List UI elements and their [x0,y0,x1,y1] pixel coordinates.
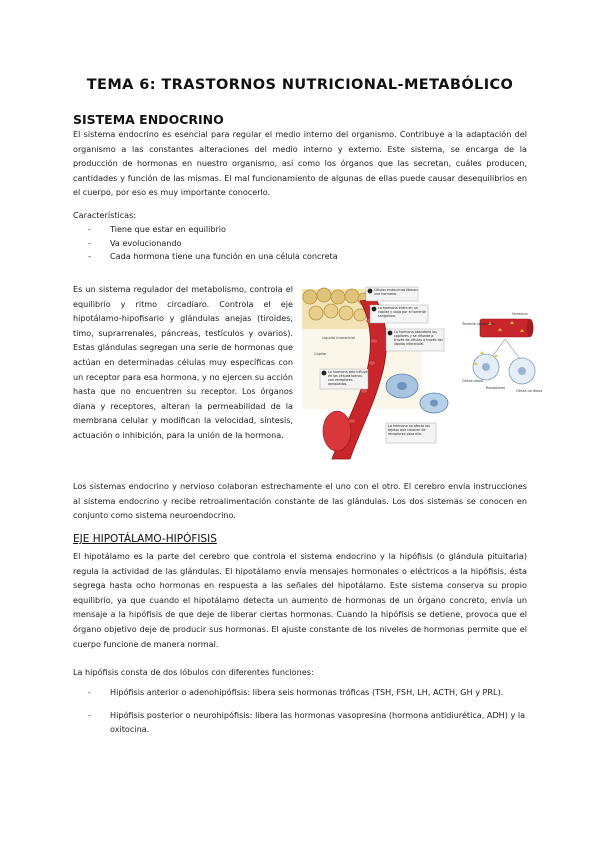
endocrine-cells [302,288,372,329]
receptor-label: Receptores [486,386,505,390]
target-cell-label: Célula diana [462,379,484,383]
callout-4: La hormona solo influye en las células blanco con receptores apropiados. [328,370,368,386]
callout-2: La hormona entra en un capilar y viaja por el torrente sanguíneo. [378,306,426,318]
vessel-branch [323,411,351,451]
capillary-label: Capilar [314,352,327,356]
intro-paragraph: El sistema endocrino es esencial para regular el medio interno del organismo. Contribuye a la adaptación del organismo a las constantes alteraciones del medio interno y externo. Este sistema, se encarga de la producción de hormonas en nuestro organismo, así como los órganos que las secretan, cuáles producen, cantidades y función de las mismas. El mal funcionamiento de algunas de ellas puede causar desequilibrios en el cuerpo, por eso es muy importante conocerlo. [73,129,527,198]
lobes-intro: La hipófisis consta de dos lóbulos con diferentes funciones: [73,667,314,677]
axis-paragraph: El hipotálamo es la parte del cerebro que controla el sistema endocrino y la hipófisis (o glándula pituitaria) regula la actividad de las glándulas. El hipotálamo envía mensajes hormonales o eléctricos a la hipófisis, ésta segrega hasta ocho hormonas en respuesta a las señales del hipotálamo. Este sistema conserva su propio equilibrio, ya que cuando el hipotálamo detecta un aumento de hormonas de un órgano concreto, envía un mensaje a la hipófisis de que deje de liberar ciertas hormonas. Cuando la hipófisis se detiene, provoca que el órgano objetivo deje de producir sus hormonas. El ajuste constante de los niveles de hormonas permite que el cuerpo funcione de manera normal. [73,551,527,649]
right-diagram [461,312,542,393]
section-heading-axis: EJE HIPOTÁLAMO-HIPÓFISIS [73,533,217,545]
fluid-label: Líquido intersticial [322,336,356,340]
list-item: - Hipófisis anterior o adenohipófisis: libera seis hormonas tróficas (TSH, FSH, LH, ACTH, GH y PRL). [88,685,528,700]
characteristics-list [88,223,338,264]
list-item: - Cada hormona tiene una función en una célula concreta [88,250,338,264]
hormone-illustration [302,281,543,459]
hormone-label: Hormona [512,312,528,316]
callout-5: La hormona no afecta las tejidos que carecen de receptores para ella. [388,424,430,436]
callout-1: Células endocrinas liberan una hormona. [374,288,418,296]
closing-paragraph: Los sistemas endocrino y nervioso colaboran estrechamente el uno con el otro. El cerebro envía instrucciones al sistema endocrino y recibe retroalimentación constante de las glándulas. Los dos sistemas se conocen en conjunto como sistema neuroendocrino. [73,481,527,521]
lobes-list [88,685,528,745]
non-target-cell-label: Célula no diana [516,389,543,393]
page-title: TEMA 6: TRASTORNOS NUTRICIONAL-METABÓLICO [86,77,514,93]
callout-3: La hormona abandona los capilares y se difunde a través de células a través del líquido intersticial. [394,330,443,346]
list-item: - Tiene que estar en equilibrio [88,223,338,237]
characteristics-label: Características: [73,210,137,220]
list-item: - Hipófisis posterior o neurohipófisis: libera las hormonas vasopresina (hormona antidiurética, ADH) y la oxitocina. [88,708,528,737]
list-item: - Va evolucionando [88,237,338,251]
section-heading-endocrine: SISTEMA ENDOCRINO [73,112,224,127]
side-paragraph: Es un sistema regulador del metabolismo, controla el equilibrio y ritmo circadiaro. Controla el eje hipotálamo-hipofisario y glándulas anejas (tiroides, timo, suprarrenales, páncreas, testículos y ovarios). Estas glándulas segregan una serie de hormonas que actúan en determinadas células muy específicas con un receptor para esa hormona, y no ejercen su acción hasta que no encuentren su receptor. Los órganos diana y receptores, alteran la permeabilidad de la membrana celular y modifican la velocidad, síntesis, actuación o inhibición, para la unión de la hormona. [73,284,293,440]
vessel-label: Torrente sanguíneo [462,322,495,326]
